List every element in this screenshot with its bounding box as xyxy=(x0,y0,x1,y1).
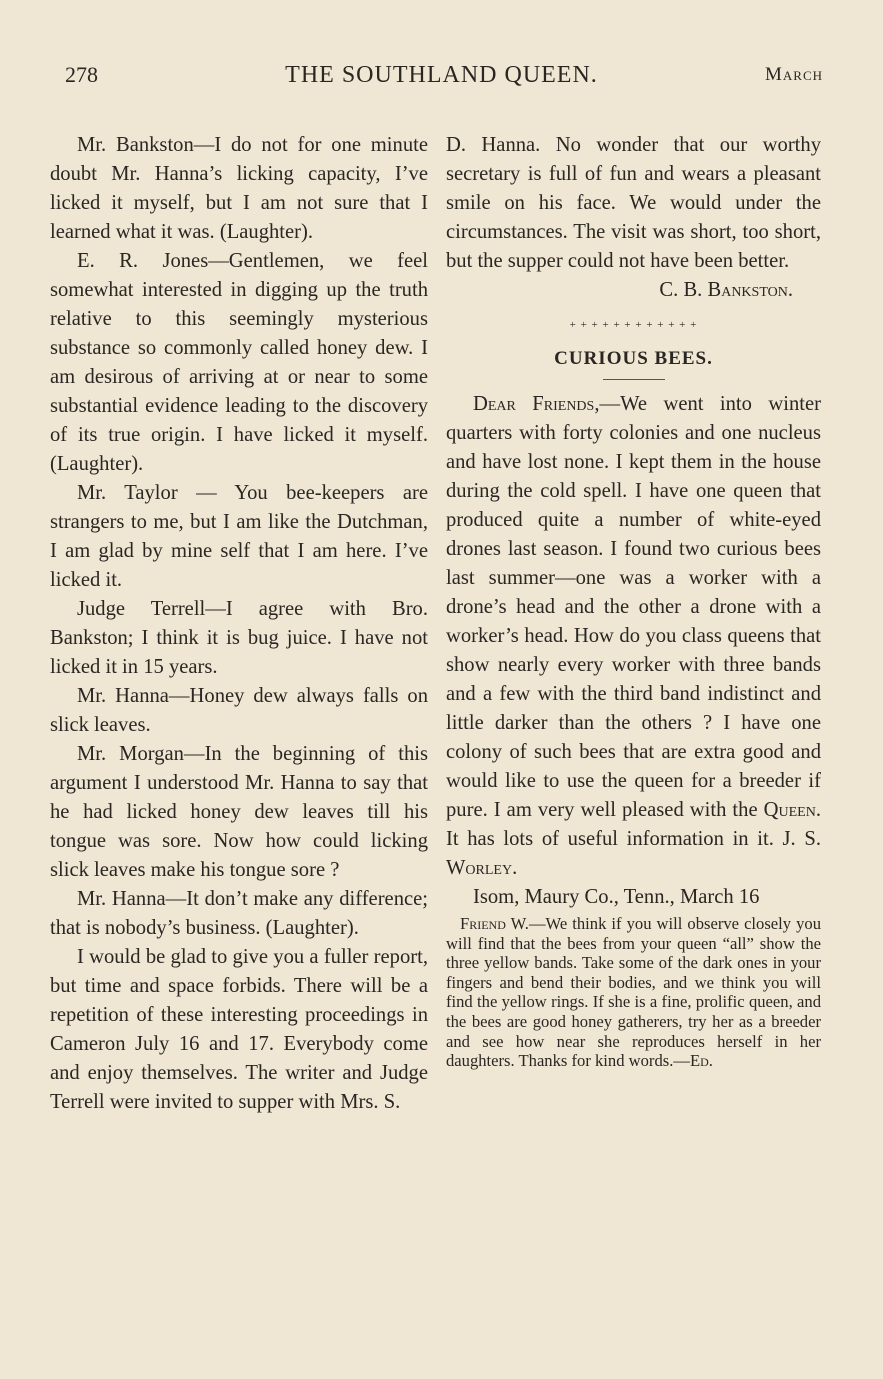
ornament-divider: + + + + + + + + + + + + xyxy=(569,319,698,331)
journal-title: THE SOUTHLAND QUEEN. xyxy=(285,62,598,88)
paragraph: Mr. Hanna—Honey dew always falls on slick leaves. xyxy=(50,685,428,736)
issue-month: March xyxy=(764,64,823,85)
editor-paragraph xyxy=(446,914,821,1071)
editor-salutation: Friend W. xyxy=(460,914,529,933)
editor-reply xyxy=(446,914,821,1071)
title-rule xyxy=(603,379,665,380)
paragraph: Mr. Bankston—I do not for one minute doubt Mr. Hanna’s licking capacity, I’ve licked it myself, but I am not sure that I learned what it was. (Laughter). xyxy=(50,134,428,243)
paragraph: Mr. Morgan—In the beginning of this argument I understood Mr. Hanna to say that he had licked honey dew leaves till his tongue was sore. Now how could licking slick leaves make his tongue sore ? xyxy=(50,743,428,881)
paragraph: Mr. Hanna—It don’t make any difference; that is nobody’s business. (Laughter). xyxy=(50,888,428,939)
article-title: CURIOUS BEES. xyxy=(554,348,713,369)
salutation: Dear Friends, xyxy=(473,393,600,415)
editor-sign: Ed. xyxy=(689,1051,713,1071)
signature-worley: J. S. Worley. xyxy=(446,828,821,879)
left-column xyxy=(50,131,428,1117)
right-column xyxy=(446,131,821,1071)
paragraph: E. R. Jones—Gentlemen, we feel somewhat interested in digging up the truth relative to this seemingly mysterious substance so commonly called honey dew. I am desirous of arriving at or near to some substantial evidence leading to the discovery of its true origin. I have licked it myself. (Laughter). xyxy=(50,250,428,475)
page-number: 278 xyxy=(65,62,98,87)
editor-reply-text: —We think if you will observe closely you will find that the bees from your queen “all” show the three yellow bands. Take some of the dark ones in your fingers and bend their bodies, and we think you will find the yellow rings. If she is a fine, prolific queen, and the bees are good honey gatherers, try her as a breeder and see how near she reproduces herself in her daughters. Thanks for kind words.— xyxy=(446,914,822,1071)
running-header xyxy=(60,62,823,98)
continued-paragraph: D. Hanna. No wonder that our worthy secretary is full of fun and wears a pleasant smile on his face. We would under the circumstances. The visit was short, too short, but the supper could not have been better. xyxy=(446,134,821,272)
paragraph: Judge Terrell—I agree with Bro. Bankston; I think it is bug juice. I have not licked it in 15 years. xyxy=(50,598,428,678)
location-line: Isom, Maury Co., Tenn., March 16 xyxy=(473,886,760,908)
paragraph: I would be glad to give you a fuller report, but time and space forbids. There will be a repetition of these interesting proceedings in Cameron July 16 and 17. Everybody come and enjoy themselves. The writer and Judge Terrell were invited to supper with Mrs. S. xyxy=(50,946,428,1113)
paragraph: Mr. Taylor — You bee-keepers are strangers to me, but I am like the Dutchman, I am glad by mine self that I am here. I’ve licked it. xyxy=(50,482,428,591)
letter-paragraph xyxy=(446,390,821,883)
letter-end: . It has lots of useful information in it. xyxy=(446,799,821,850)
queen-name: Queen xyxy=(763,799,816,821)
signature-bankston: C. B. Bankston. xyxy=(659,279,793,301)
letter-body: —We went into winter quarters with forty colonies and one nucleus and have lost none. I kept them in the house during the cold spell. I have one queen that produced quite a number of white-eyed drones last season. I found two curious bees last summer—one was a worker with a drone’s head and the other a drone with a worker’s head. How do you class queens that show nearly every worker with three bands and a few with the third band indistinct and little darker than the others ? I have one colony of such bees that are extra good and would like to use the queen for a breeder if pure. I am very well pleased with the xyxy=(446,393,821,821)
